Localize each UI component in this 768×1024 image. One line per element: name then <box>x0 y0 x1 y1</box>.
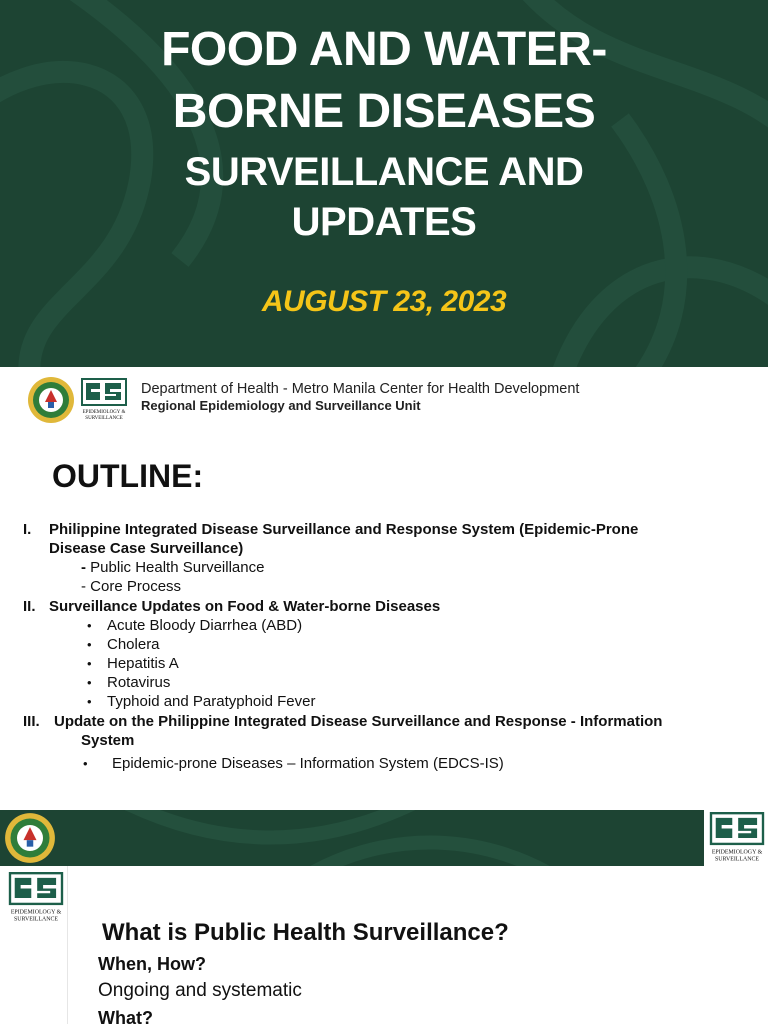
svg-text:SURVEILLANCE: SURVEILLANCE <box>13 916 59 923</box>
epidemiology-surveillance-logo <box>708 812 766 864</box>
section-1-numeral: I. <box>23 521 32 538</box>
svg-text:EPIDEMIOLOGY &: EPIDEMIOLOGY & <box>711 849 763 856</box>
slide-2-question: What is Public Health Surveillance? <box>102 919 509 946</box>
title-slide-band <box>0 0 768 367</box>
epidemiology-surveillance-logo <box>7 872 65 924</box>
svg-text:EPIDEMIOLOGY &: EPIDEMIOLOGY & <box>10 909 62 916</box>
bullet-icon: • <box>83 756 88 771</box>
section-2-numeral: II. <box>23 598 36 615</box>
section-2-title: Surveillance Updates on Food & Water-borne Diseases <box>49 598 441 615</box>
epidemiology-surveillance-logo <box>81 378 127 422</box>
section-2-bullet: Acute Bloody Diarrhea (ABD) <box>107 617 303 634</box>
doh-seal-icon <box>4 812 56 864</box>
subtitle-line-1: SURVEILLANCE AND <box>184 150 584 194</box>
decorative-swirl-pattern <box>0 810 768 866</box>
svg-text:EPIDEMIOLOGY &: EPIDEMIOLOGY & <box>82 410 126 415</box>
section-3-title-line-2: System <box>81 732 135 749</box>
section-2-bullet: Cholera <box>107 636 160 653</box>
svg-text:SURVEILLANCE: SURVEILLANCE <box>714 856 760 863</box>
title-line-1: FOOD AND WATER- <box>161 23 607 76</box>
section-1-title-line-1: Philippine Integrated Disease Surveillance and Response System (Epidemic-Prone <box>49 521 639 538</box>
svg-text:SURVEILLANCE: SURVEILLANCE <box>85 416 123 421</box>
bullet-icon: • <box>87 656 92 671</box>
section-3-title-line-1: Update on the Philippine Integrated Disease Surveillance and Response - Information <box>54 713 663 730</box>
slide-2-header-band <box>0 810 768 866</box>
section-2-bullet: Typhoid and Paratyphoid Fever <box>107 693 316 710</box>
presentation-date: AUGUST 23, 2023 <box>261 285 507 318</box>
doh-seal-icon <box>27 376 75 424</box>
bullet-icon: • <box>87 694 92 709</box>
label-what: What? <box>98 1008 153 1024</box>
section-2-bullet: Rotavirus <box>107 674 171 691</box>
answer-when-how: Ongoing and systematic <box>98 980 302 1001</box>
section-1-title-line-2: Disease Case Surveillance) <box>49 540 244 557</box>
section-2-bullet: Hepatitis A <box>107 655 179 672</box>
bullet-icon: • <box>87 618 92 633</box>
unit-name: Regional Epidemiology and Surveillance Unit <box>141 398 421 413</box>
label-when-how: When, How? <box>98 954 206 974</box>
section-1-subitem: - Public Health Surveillance <box>81 559 265 576</box>
outline-heading: OUTLINE: <box>52 458 204 494</box>
section-3-numeral: III. <box>23 713 40 730</box>
title-line-2: BORNE DISEASES <box>172 85 596 138</box>
bullet-icon: • <box>87 637 92 652</box>
bullet-icon: • <box>87 675 92 690</box>
department-name: Department of Health - Metro Manila Center for Health Development <box>141 381 580 397</box>
subtitle-line-2: UPDATES <box>291 200 477 244</box>
section-3-bullet: Epidemic-prone Diseases – Information System (EDCS-IS) <box>112 755 504 772</box>
section-1-subitem: - Core Process <box>81 578 182 595</box>
